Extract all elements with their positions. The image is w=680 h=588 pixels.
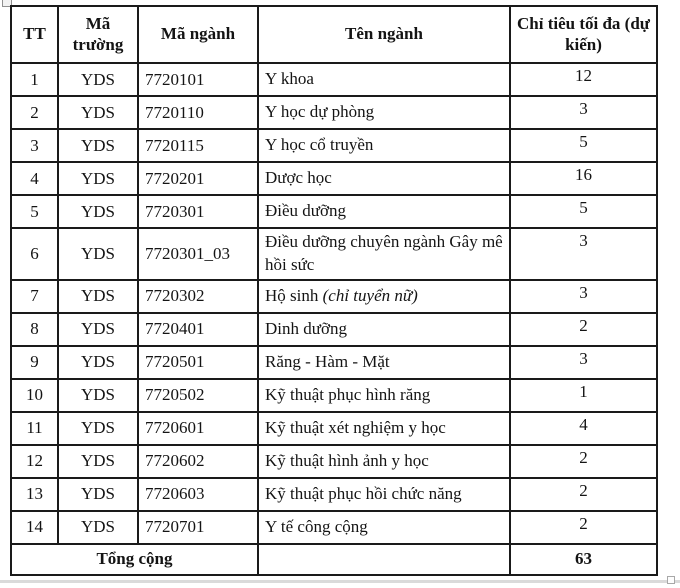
column-header-ma-truong: Mã trường (58, 6, 138, 63)
cell-ten-nganh: Y khoa (258, 63, 510, 96)
cell-chi-tieu: 5 (510, 195, 657, 228)
cell-ten-nganh: Dinh dưỡng (258, 313, 510, 346)
cell-ten-nganh: Răng - Hàm - Mặt (258, 346, 510, 379)
table-header (11, 6, 657, 63)
cell-ten-nganh: Dược học (258, 162, 510, 195)
cell-ma-nganh: 7720701 (138, 511, 258, 544)
cell-tt: 8 (11, 313, 58, 346)
image-bottom-edge (0, 580, 680, 583)
table-row (11, 379, 657, 412)
cell-ten-nganh: Y học dự phòng (258, 96, 510, 129)
cell-tt: 6 (11, 228, 58, 280)
cell-ma-nganh: 7720302 (138, 280, 258, 313)
table-row (11, 313, 657, 346)
cell-chi-tieu: 1 (510, 379, 657, 412)
cell-chi-tieu: 4 (510, 412, 657, 445)
table-row (11, 129, 657, 162)
cell-ma-truong: YDS (58, 195, 138, 228)
column-header-tt: TT (11, 6, 58, 63)
cell-ma-truong: YDS (58, 162, 138, 195)
cell-ma-truong: YDS (58, 63, 138, 96)
cell-ma-truong: YDS (58, 313, 138, 346)
cell-tt: 10 (11, 379, 58, 412)
table-row (11, 346, 657, 379)
cell-chi-tieu: 16 (510, 162, 657, 195)
resize-handle-icon[interactable] (667, 576, 675, 584)
cell-ma-truong: YDS (58, 478, 138, 511)
cell-chi-tieu: 3 (510, 228, 657, 280)
cell-ten-nganh: Kỹ thuật phục hồi chức năng (258, 478, 510, 511)
total-label: Tổng cộng (11, 544, 258, 575)
total-row (11, 544, 657, 575)
cell-ma-nganh: 7720603 (138, 478, 258, 511)
cell-chi-tieu: 3 (510, 280, 657, 313)
cell-ten-nganh: Kỹ thuật hình ảnh y học (258, 445, 510, 478)
cell-ma-truong: YDS (58, 280, 138, 313)
table-row (11, 195, 657, 228)
table-footer (11, 544, 657, 575)
cell-tt: 13 (11, 478, 58, 511)
cell-ma-truong: YDS (58, 346, 138, 379)
cell-tt: 11 (11, 412, 58, 445)
cell-ma-nganh: 7720401 (138, 313, 258, 346)
cell-chi-tieu: 3 (510, 346, 657, 379)
cell-ten-nganh: Kỹ thuật phục hình răng (258, 379, 510, 412)
total-empty-cell (258, 544, 510, 575)
header-row (11, 6, 657, 63)
cell-chi-tieu: 5 (510, 129, 657, 162)
cell-ten-nganh: Điều dưỡng chuyên ngành Gây mê hồi sức (258, 228, 510, 280)
cell-tt: 14 (11, 511, 58, 544)
cell-ten-nganh: Y tế công cộng (258, 511, 510, 544)
cell-ma-nganh: 7720101 (138, 63, 258, 96)
cell-ma-truong: YDS (58, 129, 138, 162)
table-row (11, 162, 657, 195)
table-row (11, 445, 657, 478)
cell-ma-nganh: 7720115 (138, 129, 258, 162)
cell-ma-truong: YDS (58, 379, 138, 412)
cell-ma-nganh: 7720301 (138, 195, 258, 228)
cell-chi-tieu: 2 (510, 511, 657, 544)
cell-ma-nganh: 7720301_03 (138, 228, 258, 280)
column-header-chi-tieu: Chỉ tiêu tối đa (dự kiến) (510, 6, 657, 63)
table-row (11, 280, 657, 313)
table-row (11, 478, 657, 511)
table-row (11, 511, 657, 544)
cell-tt: 2 (11, 96, 58, 129)
cell-ten-nganh: Y học cổ truyền (258, 129, 510, 162)
table-row (11, 63, 657, 96)
column-header-ma-nganh: Mã ngành (138, 6, 258, 63)
table-row (11, 228, 657, 280)
cell-ma-truong: YDS (58, 96, 138, 129)
cell-ma-nganh: 7720201 (138, 162, 258, 195)
only-female-note: (chỉ tuyển nữ) (318, 285, 418, 305)
cell-ma-nganh: 7720601 (138, 412, 258, 445)
cell-chi-tieu: 2 (510, 313, 657, 346)
cell-ma-truong: YDS (58, 228, 138, 280)
cell-ma-nganh: 7720110 (138, 96, 258, 129)
cell-ten-nganh: Kỹ thuật xét nghiệm y học (258, 412, 510, 445)
cell-tt: 9 (11, 346, 58, 379)
cell-tt: 12 (11, 445, 58, 478)
column-header-ten-nganh: Tên ngành (258, 6, 510, 63)
cell-tt: 5 (11, 195, 58, 228)
cell-ma-truong: YDS (58, 412, 138, 445)
cell-ten-nganh: Hộ sinh (chỉ tuyển nữ) (258, 280, 510, 313)
cell-tt: 1 (11, 63, 58, 96)
cell-ma-nganh: 7720501 (138, 346, 258, 379)
cell-chi-tieu: 12 (510, 63, 657, 96)
table-row (11, 412, 657, 445)
cell-tt: 7 (11, 280, 58, 313)
total-value: 63 (510, 544, 657, 575)
cell-ten-nganh: Điều dưỡng (258, 195, 510, 228)
cell-ma-nganh: 7720602 (138, 445, 258, 478)
cell-ma-truong: YDS (58, 511, 138, 544)
cell-ma-nganh: 7720502 (138, 379, 258, 412)
cell-chi-tieu: 3 (510, 96, 657, 129)
cell-ma-truong: YDS (58, 445, 138, 478)
cell-chi-tieu: 2 (510, 445, 657, 478)
cell-tt: 4 (11, 162, 58, 195)
cell-chi-tieu: 2 (510, 478, 657, 511)
table-row (11, 96, 657, 129)
admissions-quota-table (10, 5, 658, 576)
table-body (11, 63, 657, 544)
cell-tt: 3 (11, 129, 58, 162)
